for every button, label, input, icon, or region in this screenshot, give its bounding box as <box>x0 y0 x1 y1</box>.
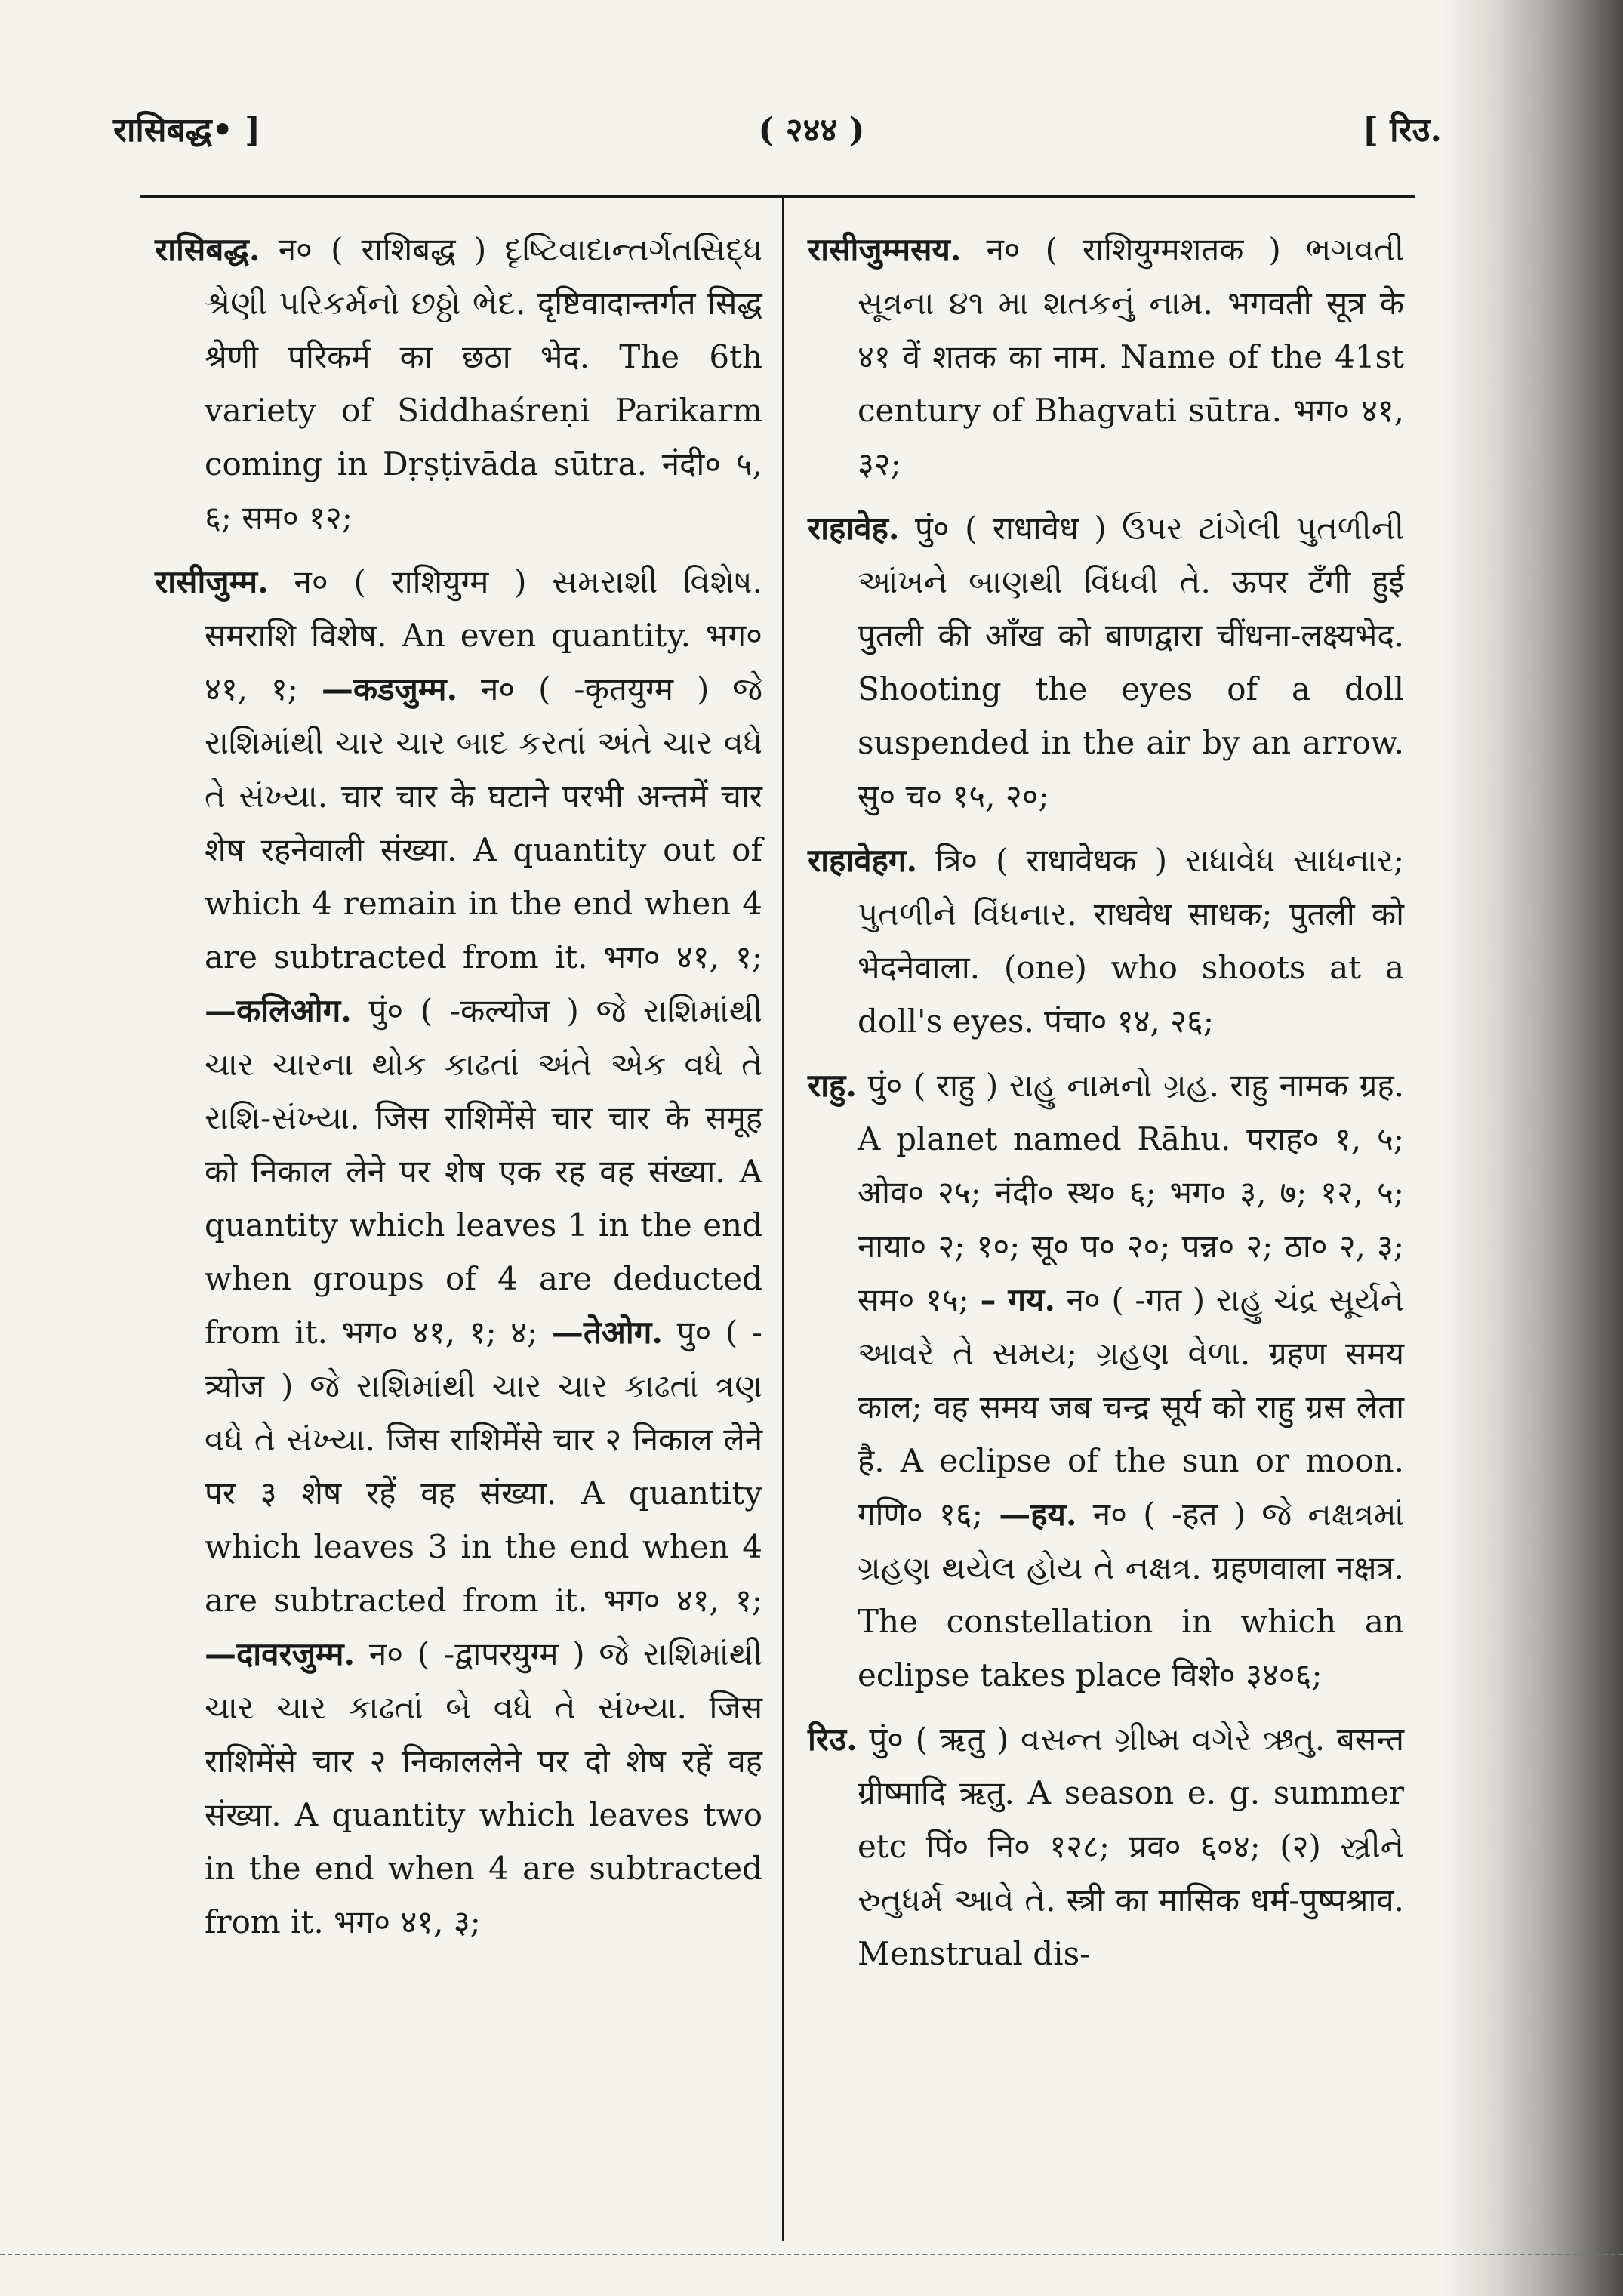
subentry-body: न० ( -हत ) જે નક્ષત્રમાં ગ્રહણ થયેલ હોય તે નક્ષત્ર. ग्रहणवाला नक्षत्र. The constellation in which an eclipse takes place विशे० ३४०६; <box>858 1496 1404 1693</box>
subentry-body: न० ( -गत ) રાહુ ચંદ્ર સૂર્યને આવરે તે સમય; ગ્રહણ વેળા. ग्रहण समय काल; वह समय जब चन्द्र सूर्य को राहु ग्रस लेता है. A eclipse of the sun or moon. गणि० १६; <box>858 1281 1404 1533</box>
dictionary-entry <box>808 834 1404 1048</box>
subentry-word: —दावरजुम्म. <box>205 1635 356 1672</box>
dictionary-entry <box>808 1059 1404 1702</box>
subentry-word: – गय. <box>980 1281 1055 1318</box>
subentry-body: पुं० ( -कल्योज ) જે રાશિમાંથી ચાર ચારના થોક કાઢતાં અંતે એક વધે તે રાશિ-સંખ્યા. जिस राशिमेंसे चार चार के समूह को निकाल लेने पर शेष एक रह वह संख्या. A quantity which leaves 1 in the end when groups of 4 are deducted from it. भग० ४१, १; ४; <box>205 992 762 1351</box>
dictionary-entry <box>808 501 1404 823</box>
headword: रासीजुम्मसय. <box>808 231 962 268</box>
subentry-word: —तेओग. <box>551 1314 664 1351</box>
dictionary-entry <box>808 1712 1404 1980</box>
page-header <box>0 98 1623 166</box>
entry-body: त्रि० ( राधावेधक ) રાધાવેધ સાધનાર; પુતળીને વિંધનાર. राधवेध साधक; पुतली को भेदनेवाला. (one) who shoots at a doll's eyes. पंचा० १४, २६; <box>858 842 1404 1040</box>
headword: राहावेहग. <box>808 842 918 879</box>
headword: राहु. <box>808 1067 857 1104</box>
entry-body: पुं० ( राधावेध ) ઉપર ટાંગેલી પુતળીની આંખને બાણથી વિંધવી તે. ऊपर टँगी हुई पुतली की आँख को बाणद्वारा चींधना-लक्ष्यभेद. Shooting the eyes of a doll suspended in the air by an arrow. सु० च० १५, २०; <box>858 510 1404 815</box>
header-right-catchword: [ रिउ. <box>1363 111 1442 149</box>
header-left-catchword: रासिबद्ध• ] <box>113 111 261 149</box>
headword: रासीजुम्म. <box>155 563 269 600</box>
entry-body: न० ( राशिबद्ध ) દૃષ્ટિવાદાન્તર્ગતસિદ્ધ શ્રેણી પરિકર્મનો છઠ્ઠો ભેદ. दृष्टिवादान्तर्गत सिद्ध श्रेणी परिकर्म का छठा भेद. The 6th variety of Siddhaśreṇi Parikarm coming in Dṛṣṭivāda sūtra. नंदी० ५, ६; सम० १२; <box>205 231 762 536</box>
subentry-word: —कडजुम्म. <box>321 670 458 707</box>
column-divider <box>782 195 784 2241</box>
entry-body: न० ( राशियुग्म ) સમરાશી વિશેષ. समराशि विशेष. An even quantity. भग० ४१, १; <box>205 563 762 707</box>
subentry-body: न० ( -द्वापरयुग्म ) જે રાશિમાંથી ચાર ચાર કાઢતાં બે વધે તે સંખ્યા. जिस राशिमेंसे चार २ निकाललेने पर दो शेष रहें वह संख्या. A quantity which leaves two in the end when 4 are subtracted from it. भग० ४१, ३; <box>205 1635 762 1940</box>
page-number: ( २४४ ) <box>758 111 865 149</box>
headword: राहावेह. <box>808 510 900 547</box>
entry-body: न० ( राशियुग्मशतक ) ભગવતી સૂત્રના ૪૧ મા શતકનું નામ. भगवती सूत्र के ४१ वें शतक का नाम. Name of the 41st century of Bhagvati sūtra. भग० ४१, ३२; <box>858 231 1404 482</box>
subentry-body: पु० ( -त्र्योज ) જે રાશિમાંથી ચાર ચાર કાઢતાં ત્રણ વધે તે સંખ્યા. जिस राशिमेंसे चार २ निकाल लेने पर ३ शेष रहें वह संख्या. A quantity which leaves 3 in the end when 4 are subtracted from it. भग० ४१, १; <box>205 1314 762 1619</box>
headword: रिउ. <box>808 1721 858 1758</box>
subentry-word: —हय. <box>999 1496 1077 1533</box>
subentry-word: —कलिओग. <box>205 992 352 1029</box>
entry-body: पुं० ( ऋतु ) વસન્ત ગ્રીષ્મ વગેરે ઋતુ. बसन्त ग्रीष्मादि ऋतु. A season e. g. summer etc पिं० नि० १२८; प्रव० ६०४; (२) સ્ત્રીને રુતુધર્મ આવે તે. स्त्री का मासिक धर्म-पुष्पश्राव. Menstrual dis- <box>857 1721 1404 1972</box>
book-spine-shadow <box>1442 0 1623 2296</box>
subentry-body: न० ( -कृतयुग्म ) જે રાશિમાંથી ચાર ચાર બાદ કરતાં અંતે ચાર વધે તે સંખ્યા. चार चार के घटाने परभी अन्तमें चार शेष रहनेवाली संख्या. A quantity out of which 4 remain in the end when 4 are subtracted from it. भग० ४१, १; <box>205 670 763 975</box>
footer-rule <box>0 2254 1623 2255</box>
right-column <box>808 223 1404 1991</box>
entry-body: पुं० ( राहु ) રાહુ નામનો ગ્રહ. राहु नामक ग्रह. A planet named Rāhu. पराह० १, ५; ओव० २५; नंदी० स्थ० ६; भग० ३, ७; १२, ५; नाया० २; १०; सू० प० २०; पन्न० २; ठा० २, ३; सम० १५; <box>856 1067 1404 1318</box>
headword: रासिबद्ध. <box>155 231 260 268</box>
header-rule <box>140 195 1415 198</box>
left-column <box>155 223 762 1959</box>
dictionary-entry <box>808 223 1404 491</box>
dictionary-entry <box>155 223 762 544</box>
dictionary-entry <box>155 555 762 1949</box>
